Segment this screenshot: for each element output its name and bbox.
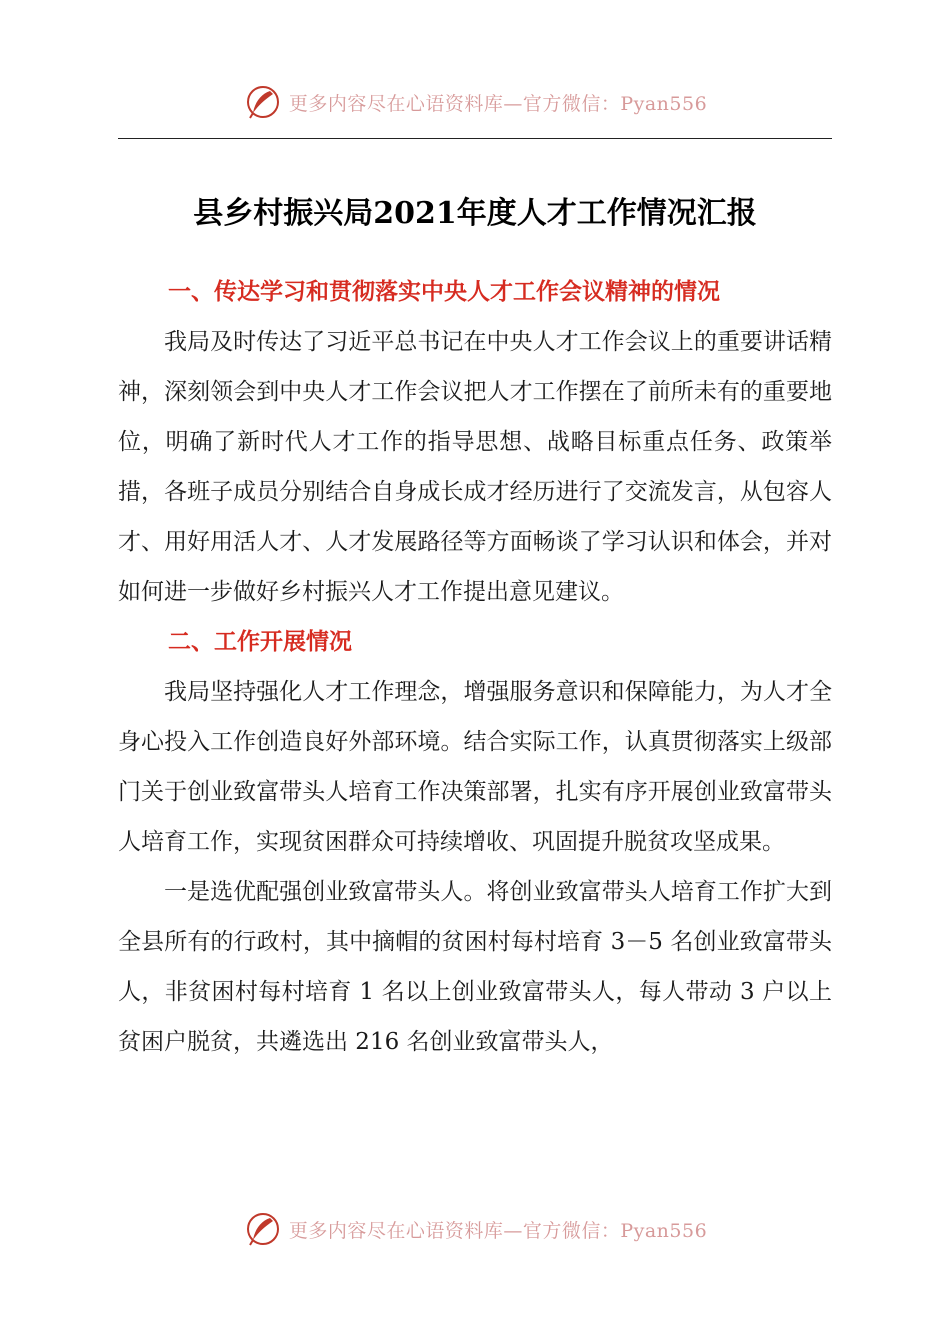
- header-banner: [0, 82, 950, 122]
- paragraph: 一是选优配强创业致富带头人。将创业致富带头人培育工作扩大到全县所有的行政村，其中摘帽的贫困村每村培育 3－5 名创业致富带头人，非贫困村每村培育 1 名以上创业致富带头人，每人带动 3 户以上贫困户脱贫，共遴选出 216 名创业致富带头人，: [118, 879, 832, 1055]
- feather-pen-logo-icon: [243, 1209, 283, 1249]
- paragraph: 我局坚持强化人才工作理念，增强服务意识和保障能力，为人才全身心投入工作创造良好外部环境。结合实际工作，认真贯彻落实上级部门关于创业致富带头人培育工作决策部署，扎实有序开展创业致富带头人培育工作，实现贫困群众可持续增收、巩固提升脱贫攻坚成果。: [118, 679, 832, 855]
- document-title: 县乡村振兴局2021年度人才工作情况汇报: [193, 196, 757, 231]
- feather-pen-logo-icon: [243, 82, 283, 122]
- paragraph: 我局及时传达了习近平总书记在中央人才工作会议上的重要讲话精神，深刻领会到中央人才工作会议把人才工作摆在了前所未有的重要地位，明确了新时代人才工作的指导思想、战略目标重点任务、政策举措，各班子成员分别结合自身成长成才经历进行了交流发言，从包容人才、用好用活人才、人才发展路径等方面畅谈了学习认识和体会，并对如何进一步做好乡村振兴人才工作提出意见建议。: [118, 329, 832, 605]
- banner-text: 更多内容尽在心语资料库—官方微信：Pyan556: [288, 1219, 708, 1242]
- header-divider: [118, 138, 832, 139]
- section-heading: 二、工作开展情况: [168, 629, 352, 655]
- document-body: [118, 267, 832, 1067]
- section-heading: 一、传达学习和贯彻落实中央人才工作会议精神的情况: [168, 279, 720, 305]
- footer-banner: [0, 1209, 950, 1249]
- banner-text: 更多内容尽在心语资料库—官方微信：Pyan556: [288, 92, 708, 115]
